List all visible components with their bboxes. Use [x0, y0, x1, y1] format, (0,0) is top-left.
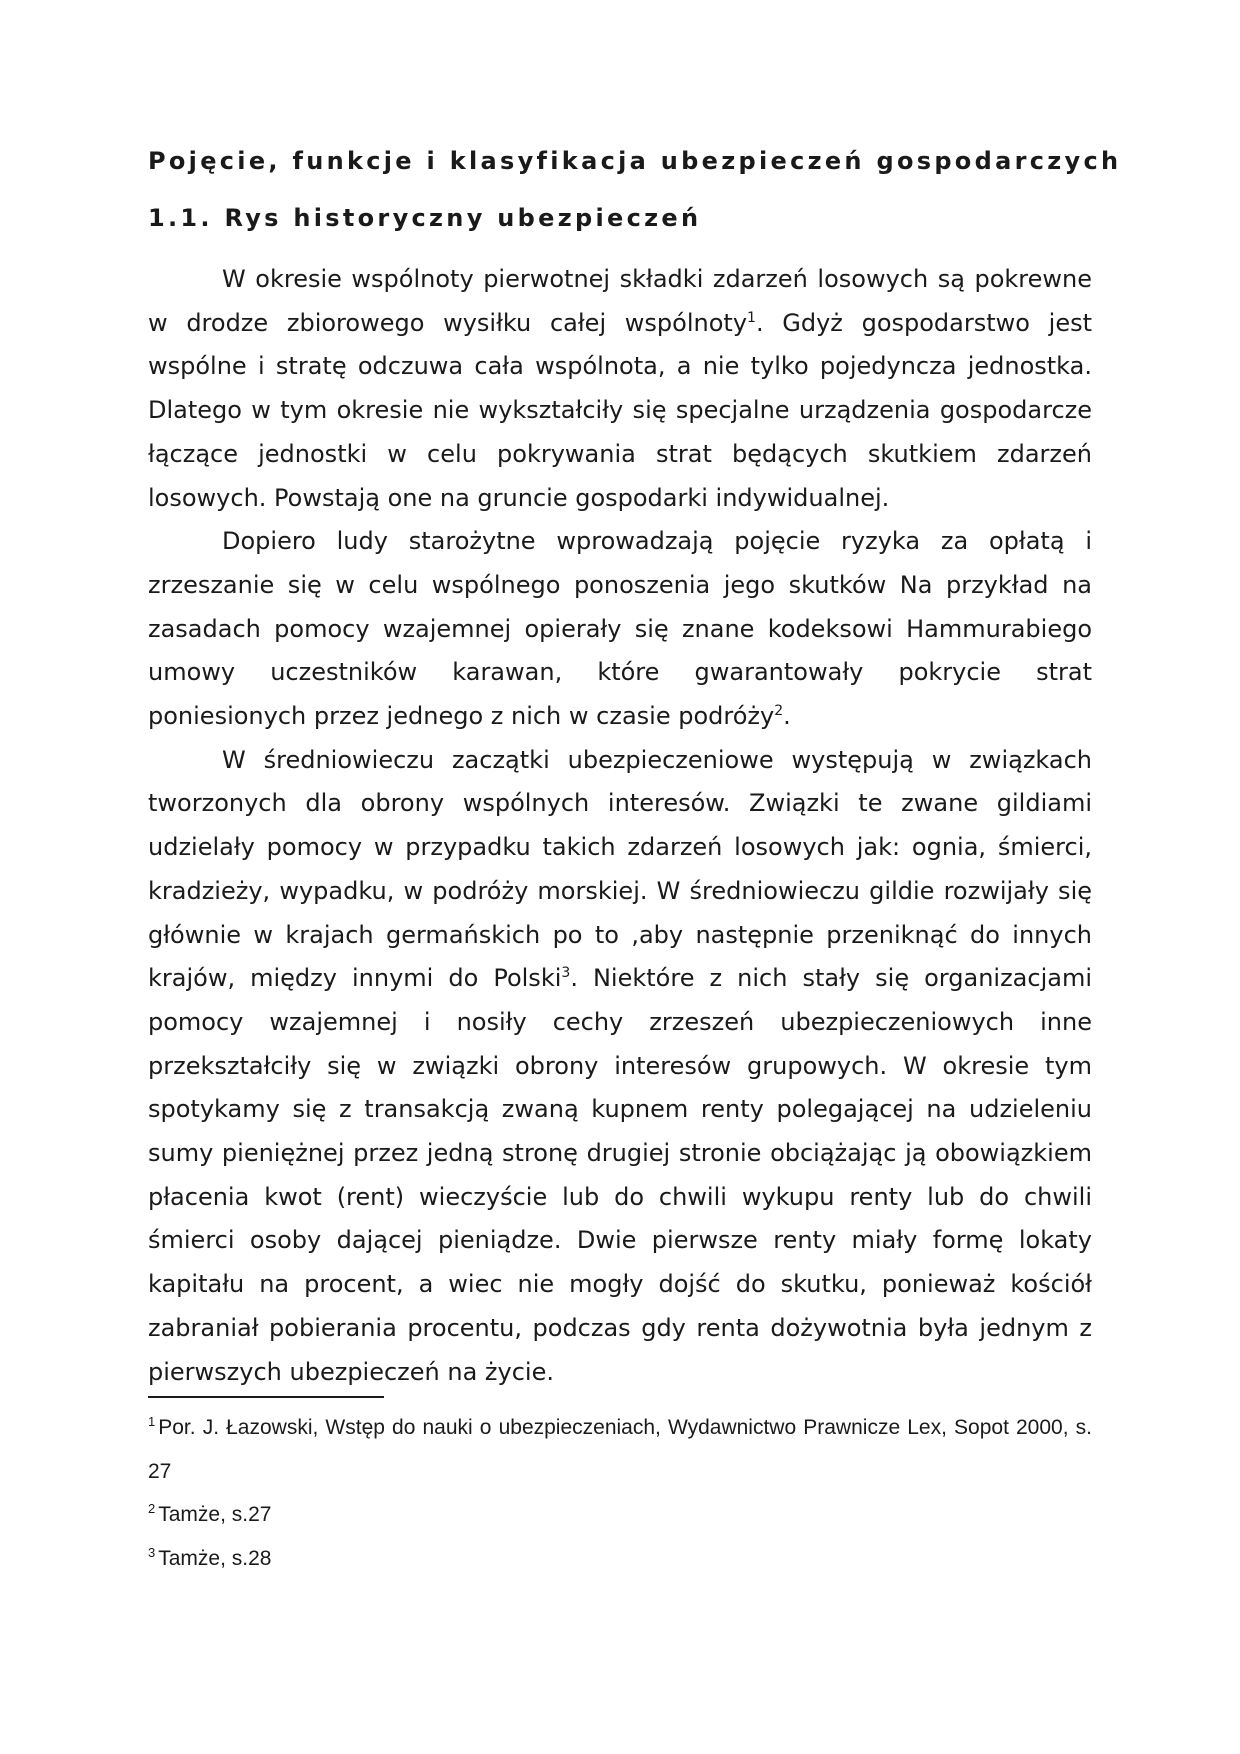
- footnote-text: Tamże, s.28: [158, 1546, 272, 1570]
- page-title: Pojęcie, funkcje i klasyfikacja ubezpieczeń gospodarczych: [148, 147, 1122, 175]
- paragraph: [148, 739, 1092, 1395]
- paragraph: [148, 258, 1092, 520]
- footnote-separator: [148, 1396, 384, 1398]
- paragraph-text: Dopiero ludy starożytne wprowadzają pojęcie ryzyka za opłatą i zrzeszanie się w celu wspólnego ponoszenia jego skutków Na przykład na zasadach pomocy wzajemnej opierały się znane kodeksowi Hammurabiego umowy uczestników karawan, które gwarantowały pokrycie strat poniesionych przez jednego z nich w czasie podróży: [148, 527, 1092, 731]
- paragraph: [148, 520, 1092, 739]
- paragraph-text: . Niektóre z nich stały się organizacjami pomocy wzajemnej i nosiły cechy zrzeszeń ubezpieczeniowych inne przekształciły się w związki obrony interesów grupowych. W okresie tym spotykamy się z transakcją zwaną kupnem renty polegającej na udzieleniu sumy pieniężnej przez jedną stronę drugiej stronie obciążając ją obowiązkiem płacenia kwot (rent) wieczyście lub do chwili wykupu renty lub do chwili śmierci osoby dającej pieniądze. Dwie pierwsze renty miały formę lokaty kapitału na procent, a wiec nie mogły dojść do skutku, ponieważ kościół zabraniał pobierania procentu, podczas gdy renta dożywotnia była jednym z pierwszych ubezpieczeń na życie.: [148, 964, 1092, 1386]
- footnote: [148, 1493, 1092, 1537]
- section-heading: 1.1. Rys historyczny ubezpieczeń: [148, 204, 702, 232]
- paragraph-text: . Gdyż gospodarstwo jest wspólne i stratę odczuwa cała wspólnota, a nie tylko pojedyncza jednostka. Dlatego w tym okresie nie wykształciły się specjalne urządzenia gospodarcze łączące jednostki w celu pokrywania strat będących skutkiem zdarzeń losowych. Powstają one na gruncie gospodarki indywidualnej.: [148, 308, 1092, 512]
- footnote-reference[interactable]: 3: [561, 965, 571, 982]
- footnote: [148, 1406, 1092, 1493]
- footnote-text: Por. J. Łazowski, Wstęp do nauki o ubezpieczeniach, Wydawnictwo Prawnicze Lex, Sopot 2000, s. 27: [148, 1416, 1092, 1483]
- footnote-mark: 1: [148, 1414, 156, 1430]
- footnotes: [148, 1406, 1092, 1580]
- footnote-mark: 3: [148, 1544, 156, 1560]
- document-page: [148, 138, 1122, 1580]
- footnote-mark: 2: [148, 1501, 156, 1517]
- paragraph-text: W okresie wspólnoty pierwotnej składki zdarzeń losowych są pokrewne w drodze zbiorowego wysiłku całej wspólnoty: [148, 265, 1092, 337]
- footnote-reference[interactable]: 2: [774, 703, 784, 720]
- paragraph-text: W średniowieczu zaczątki ubezpieczeniowe występują w związkach tworzonych dla obrony wspólnych interesów. Związki te zwane gildiami udzielały pomocy w przypadku takich zdarzeń losowych jak: ognia, śmierci, kradzieży, wypadku, w podróży morskiej. W średniowieczu gildie rozwijały się głównie w krajach germańskich po to ,aby następnie przeniknąć do innych krajów, między innymi do Polski: [148, 745, 1092, 993]
- paragraph-text: .: [783, 702, 791, 731]
- footnote-reference[interactable]: 1: [747, 309, 756, 326]
- footnote: [148, 1537, 1092, 1581]
- footnote-text: Tamże, s.27: [158, 1503, 272, 1527]
- body-text: [148, 258, 1092, 1394]
